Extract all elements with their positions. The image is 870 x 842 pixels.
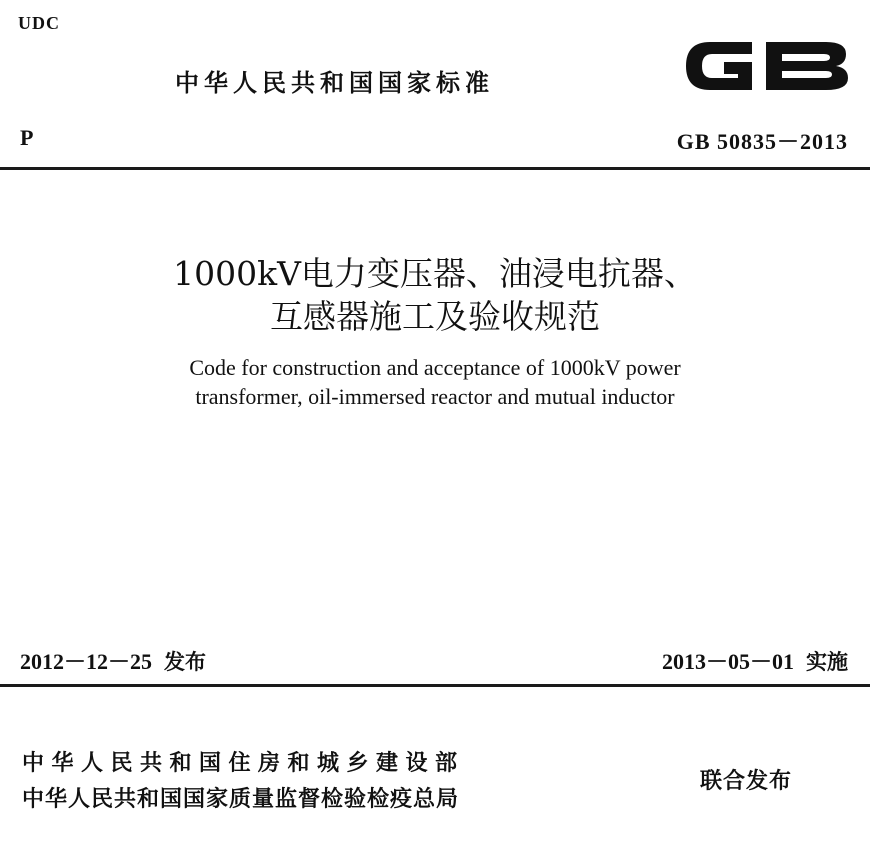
bottom-divider [0, 684, 870, 687]
english-title-line-1: Code for construction and acceptance of 1000kV power [189, 355, 681, 380]
gb-logo-graphic [680, 34, 852, 98]
classification-code: P [20, 125, 34, 150]
issue-label: 发布 [164, 650, 207, 674]
joint-issue-label: 联合发布 [700, 769, 793, 794]
top-divider [0, 167, 870, 170]
issue-date: 2012－12－25 [20, 649, 153, 674]
issue-date-block [20, 645, 206, 676]
gb-logo [680, 34, 852, 98]
chinese-title-line-1: 1000kV电力变压器、油浸电抗器、 [173, 254, 697, 293]
standard-number: GB 50835－2013 [676, 129, 848, 154]
english-title [0, 353, 870, 411]
english-title-line-2: transformer, oil-immersed reactor and mutual inductor [195, 384, 675, 409]
issuer-line-1: 中华人民共和国住房和城乡建设部 [22, 751, 465, 776]
issuing-authorities [22, 746, 465, 818]
implementation-date-block [662, 645, 848, 676]
issuer-line-2: 中华人民共和国国家质量监督检验检疫总局 [22, 787, 460, 812]
udc-label: UDC [18, 13, 60, 33]
chinese-title [0, 252, 870, 338]
standard-name: 中华人民共和国国家标准 [175, 69, 494, 97]
implementation-date: 2013－05－01 [661, 649, 794, 674]
implementation-label: 实施 [806, 650, 848, 674]
chinese-title-line-2: 互感器施工及验收规范 [270, 297, 600, 336]
